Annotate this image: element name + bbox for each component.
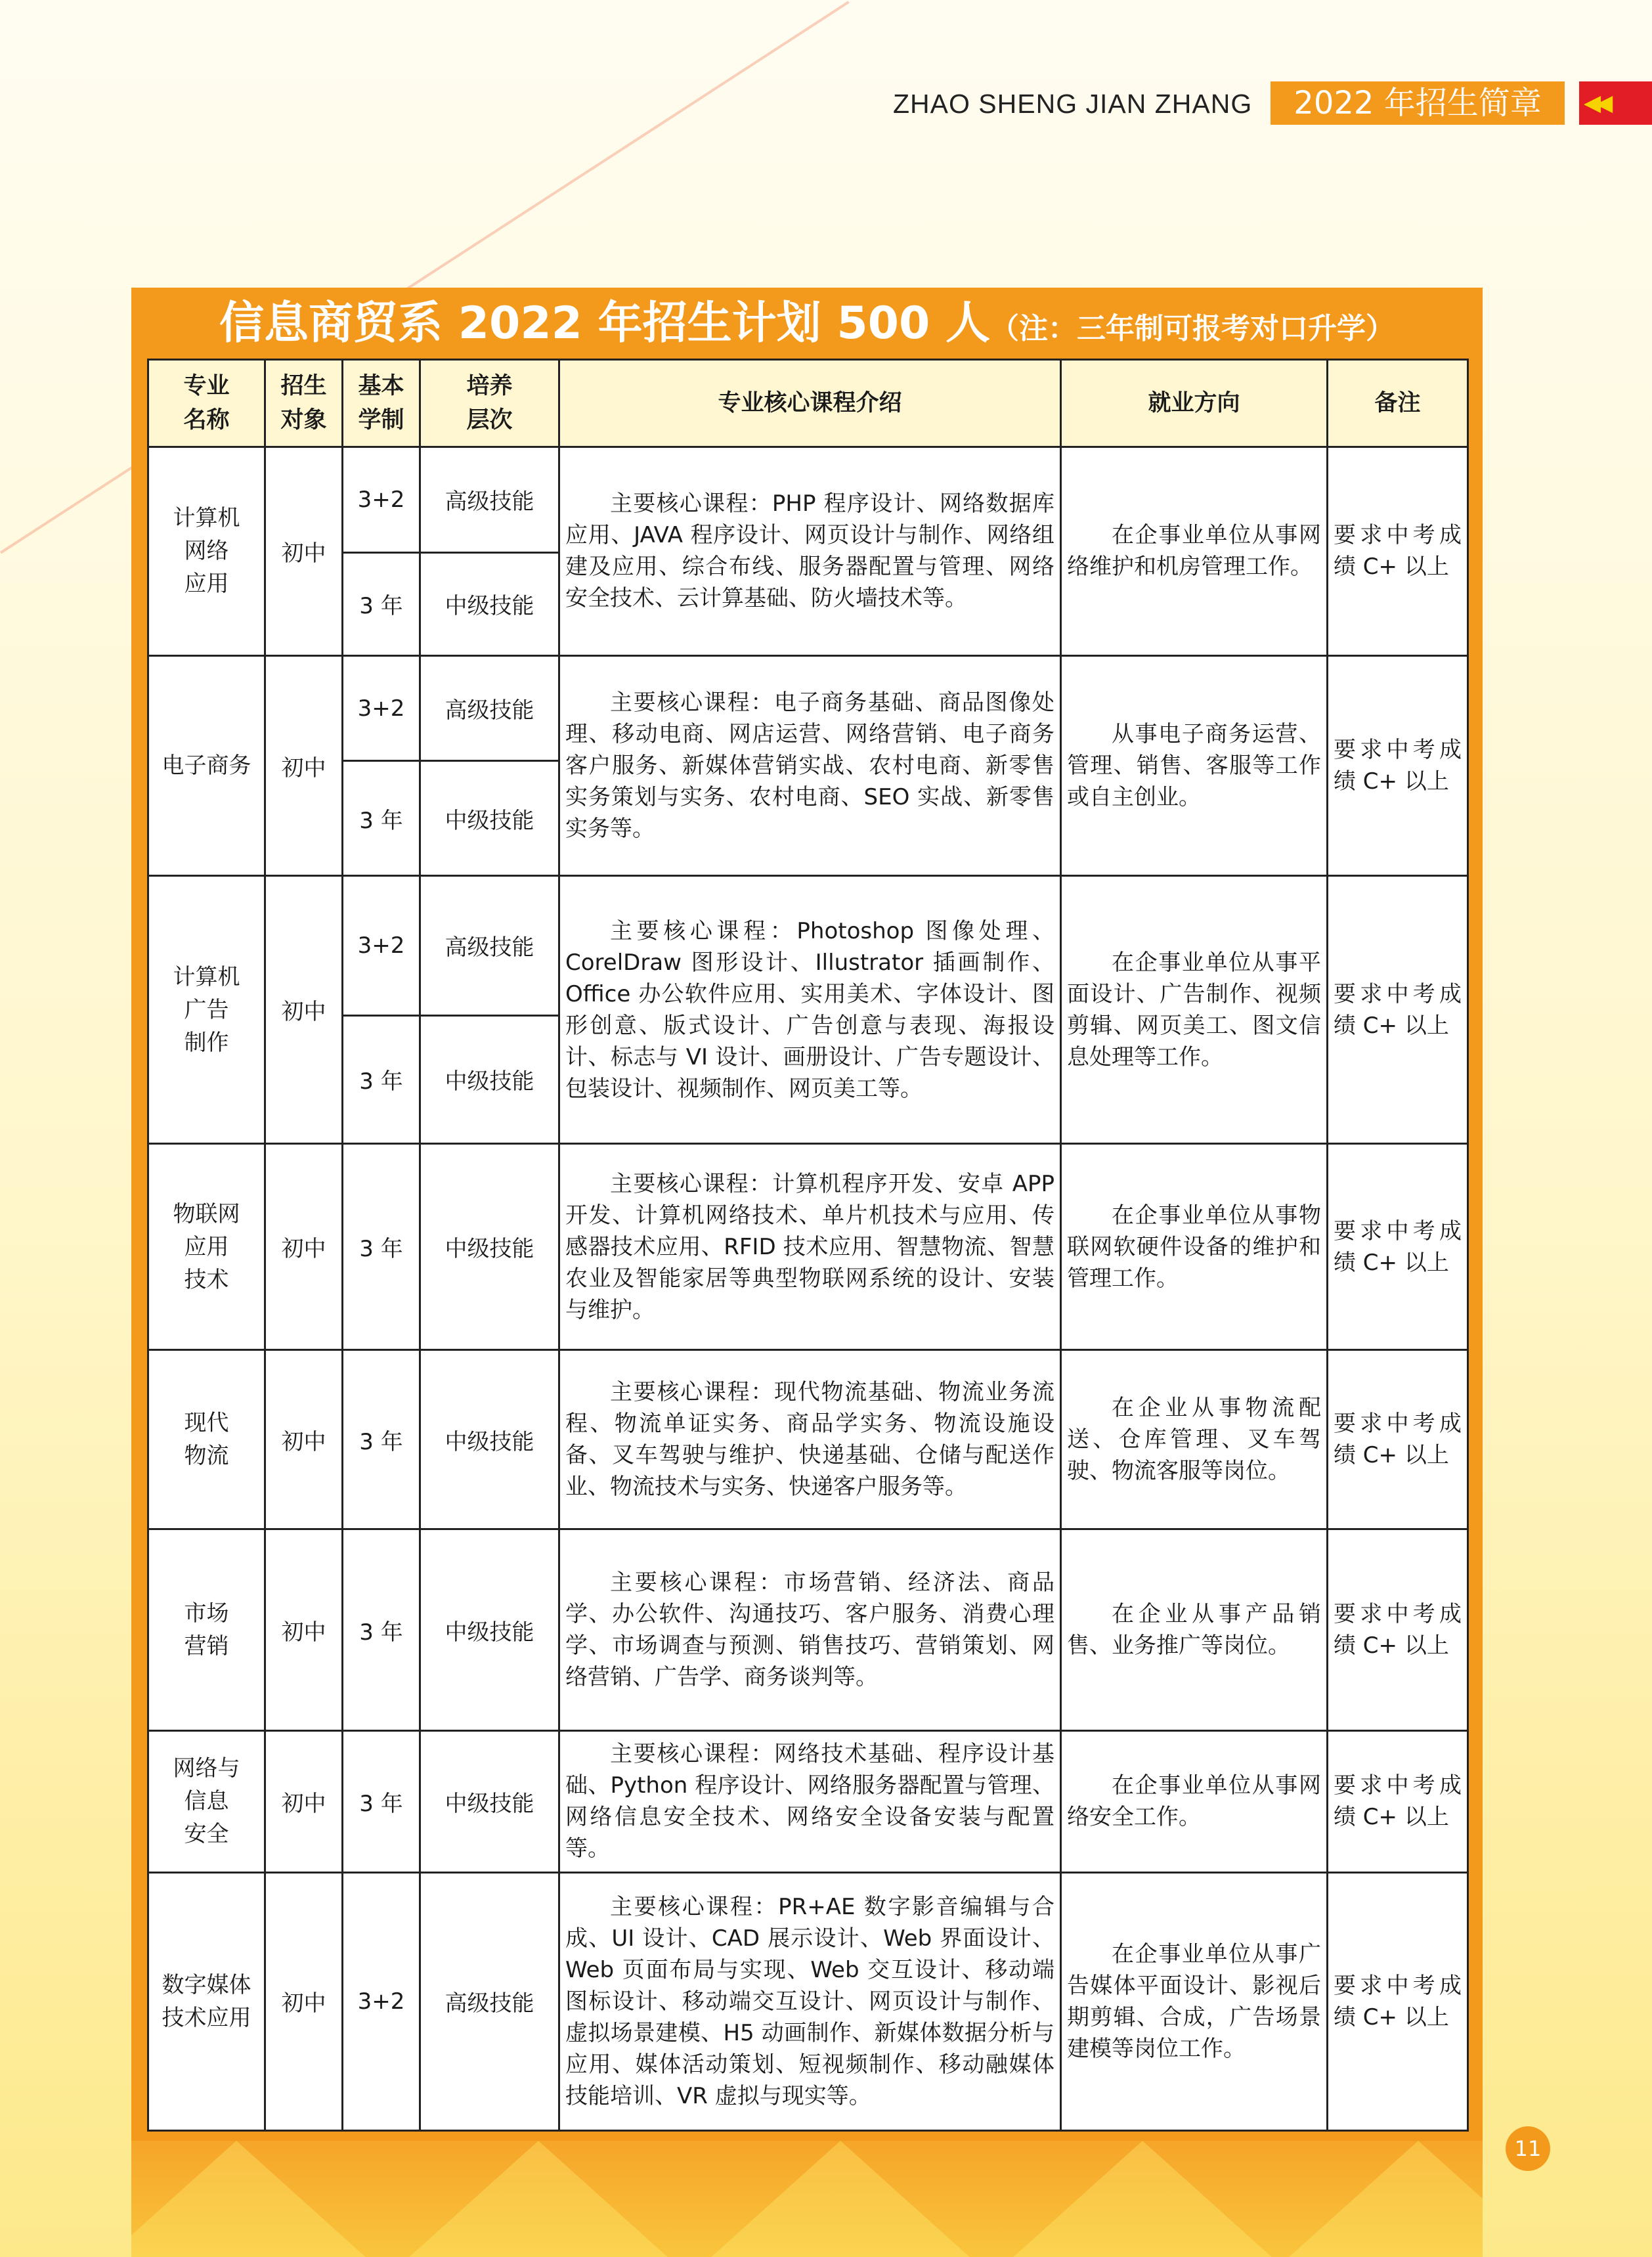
years: 3+2	[343, 1872, 420, 2130]
courses: 主要核心课程：市场营销、经济法、商品学、办公软件、沟通技巧、客户服务、消费心理学、市场调查与预测、销售技巧、营销策划、网络营销、广告学、商务谈判等。	[559, 1529, 1061, 1731]
courses: 主要核心课程：计算机程序开发、安卓 APP 开发、计算机网络技术、单片机技术与应用、传感器技术应用、RFID 技术应用、智慧物流、智慧农业及智能家居等典型物联网系统的设计、安装与维护。	[559, 1144, 1061, 1350]
table-row	[148, 655, 1468, 761]
level: 中级技能	[420, 1144, 559, 1350]
target: 初中	[265, 447, 343, 656]
title-main: 信息商贸系 2022 年招生计划 500 人	[219, 297, 990, 349]
table-row	[148, 447, 1468, 553]
remarks: 要求中考成绩 C+ 以上	[1328, 447, 1468, 656]
header-major: 专业 名称	[148, 360, 265, 447]
level: 中级技能	[420, 1015, 559, 1144]
target: 初中	[265, 876, 343, 1144]
level: 中级技能	[420, 1350, 559, 1529]
remarks: 要求中考成绩 C+ 以上	[1328, 1144, 1468, 1350]
jobs: 在企业从事物流配送、仓库管理、叉车驾驶、物流客服等岗位。	[1061, 1350, 1328, 1529]
header-remarks: 备注	[1328, 360, 1468, 447]
header-years: 基本 学制	[343, 360, 420, 447]
remarks: 要求中考成绩 C+ 以上	[1328, 1350, 1468, 1529]
level: 高级技能	[420, 876, 559, 1016]
table-row	[148, 1350, 1468, 1529]
courses: 主要核心课程：Photoshop 图像处理、CorelDraw 图形设计、Illustrator 插画制作、Office 办公软件应用、实用美术、字体设计、图形创意、版式设计、广告创意与表现、海报设计、标志与 VI 设计、画册设计、广告专题设计、包装设计、视频制作、网页美工等。	[559, 876, 1061, 1144]
target: 初中	[265, 655, 343, 875]
level: 高级技能	[420, 447, 559, 553]
courses: 主要核心课程：PR+AE 数字影音编辑与合成、UI 设计、CAD 展示设计、Web 界面设计、Web 页面布局与实现、Web 交互设计、移动端图标设计、移动端交互设计、网页设计与制作、虚拟场景建模、H5 动画制作、新媒体数据分析与应用、媒体活动策划、短视频制作、移动融媒体技能培训、VR 虚拟与现实等。	[559, 1872, 1061, 2130]
header-courses: 专业核心课程介绍	[559, 360, 1061, 447]
brand-chinese-badge: 2022 年招生简章	[1271, 81, 1565, 125]
courses: 主要核心课程：电子商务基础、商品图像处理、移动电商、网店运营、网络营销、电子商务客户服务、新媒体营销实战、农村电商、新零售实务策划与实务、农村电商、SEO 实战、新零售实务等。	[559, 655, 1061, 875]
level: 中级技能	[420, 552, 559, 655]
courses: 主要核心课程：网络技术基础、程序设计基础、Python 程序设计、网络服务器配置与管理、网络信息安全技术、网络安全设备安装与配置等。	[559, 1731, 1061, 1873]
jobs: 在企事业单位从事广告媒体平面设计、影视后期剪辑、合成，广告场景建模等岗位工作。	[1061, 1872, 1328, 2130]
jobs: 在企事业单位从事网络安全工作。	[1061, 1731, 1328, 1873]
level: 中级技能	[420, 1529, 559, 1731]
remarks: 要求中考成绩 C+ 以上	[1328, 1731, 1468, 1873]
years: 3 年	[343, 761, 420, 876]
table-row	[148, 1144, 1468, 1350]
years: 3+2	[343, 447, 420, 553]
courses: 主要核心课程：现代物流基础、物流业务流程、物流单证实务、商品学实务、物流设施设备、叉车驾驶与维护、快递基础、仓储与配送作业、物流技术与实务、快递客户服务等。	[559, 1350, 1061, 1529]
courses: 主要核心课程：PHP 程序设计、网络数据库应用、JAVA 程序设计、网页设计与制作、网络组建及应用、综合布线、服务器配置与管理、网络安全技术、云计算基础、防火墙技术等。	[559, 447, 1061, 656]
table-row	[148, 1731, 1468, 1873]
target: 初中	[265, 1529, 343, 1731]
years: 3 年	[343, 1144, 420, 1350]
header-target: 招生 对象	[265, 360, 343, 447]
years: 3+2	[343, 876, 420, 1016]
target: 初中	[265, 1350, 343, 1529]
target: 初中	[265, 1872, 343, 2130]
jobs: 在企事业单位从事平面设计、广告制作、视频剪辑、网页美工、图文信息处理等工作。	[1061, 876, 1328, 1144]
title-note: （注：三年制可报考对口升学）	[989, 312, 1395, 345]
remarks: 要求中考成绩 C+ 以上	[1328, 1872, 1468, 2130]
level: 高级技能	[420, 655, 559, 761]
major-name: 电子商务	[148, 655, 265, 875]
level: 高级技能	[420, 1872, 559, 2130]
years: 3 年	[343, 1731, 420, 1873]
remarks: 要求中考成绩 C+ 以上	[1328, 655, 1468, 875]
jobs: 从事电子商务运营、管理、销售、客服等工作或自主创业。	[1061, 655, 1328, 875]
major-name: 网络与 信息 安全	[148, 1731, 265, 1873]
header-jobs: 就业方向	[1061, 360, 1328, 447]
page-number: 11	[1506, 2126, 1550, 2171]
years: 3 年	[343, 1015, 420, 1144]
remarks: 要求中考成绩 C+ 以上	[1328, 876, 1468, 1144]
years: 3 年	[343, 552, 420, 655]
table-row	[148, 1872, 1468, 2130]
jobs: 在企事业单位从事网络维护和机房管理工作。	[1061, 447, 1328, 656]
major-name: 现代 物流	[148, 1350, 265, 1529]
major-name: 市场 营销	[148, 1529, 265, 1731]
target: 初中	[265, 1731, 343, 1873]
panel-footer-decoration	[131, 2141, 1483, 2257]
level: 中级技能	[420, 1731, 559, 1873]
level: 中级技能	[420, 761, 559, 876]
major-name: 数字媒体 技术应用	[148, 1872, 265, 2130]
major-name: 计算机 网络 应用	[148, 447, 265, 656]
major-name: 物联网 应用 技术	[148, 1144, 265, 1350]
years: 3+2	[343, 655, 420, 761]
target: 初中	[265, 1144, 343, 1350]
jobs: 在企业从事产品销售、业务推广等岗位。	[1061, 1529, 1328, 1731]
page-title	[131, 292, 1483, 355]
table-row	[148, 876, 1468, 1016]
years: 3 年	[343, 1350, 420, 1529]
brand-english: ZHAO SHENG JIAN ZHANG	[893, 89, 1253, 119]
jobs: 在企事业单位从事物联网软硬件设备的维护和管理工作。	[1061, 1144, 1328, 1350]
header-level: 培养 层次	[420, 360, 559, 447]
enrollment-plan-table	[147, 359, 1469, 2132]
table-header-row	[148, 360, 1468, 447]
major-name: 计算机 广告 制作	[148, 876, 265, 1144]
remarks: 要求中考成绩 C+ 以上	[1328, 1529, 1468, 1731]
years: 3 年	[343, 1529, 420, 1731]
table-row	[148, 1529, 1468, 1731]
double-arrow-left-icon: ◀◀	[1584, 90, 1608, 116]
